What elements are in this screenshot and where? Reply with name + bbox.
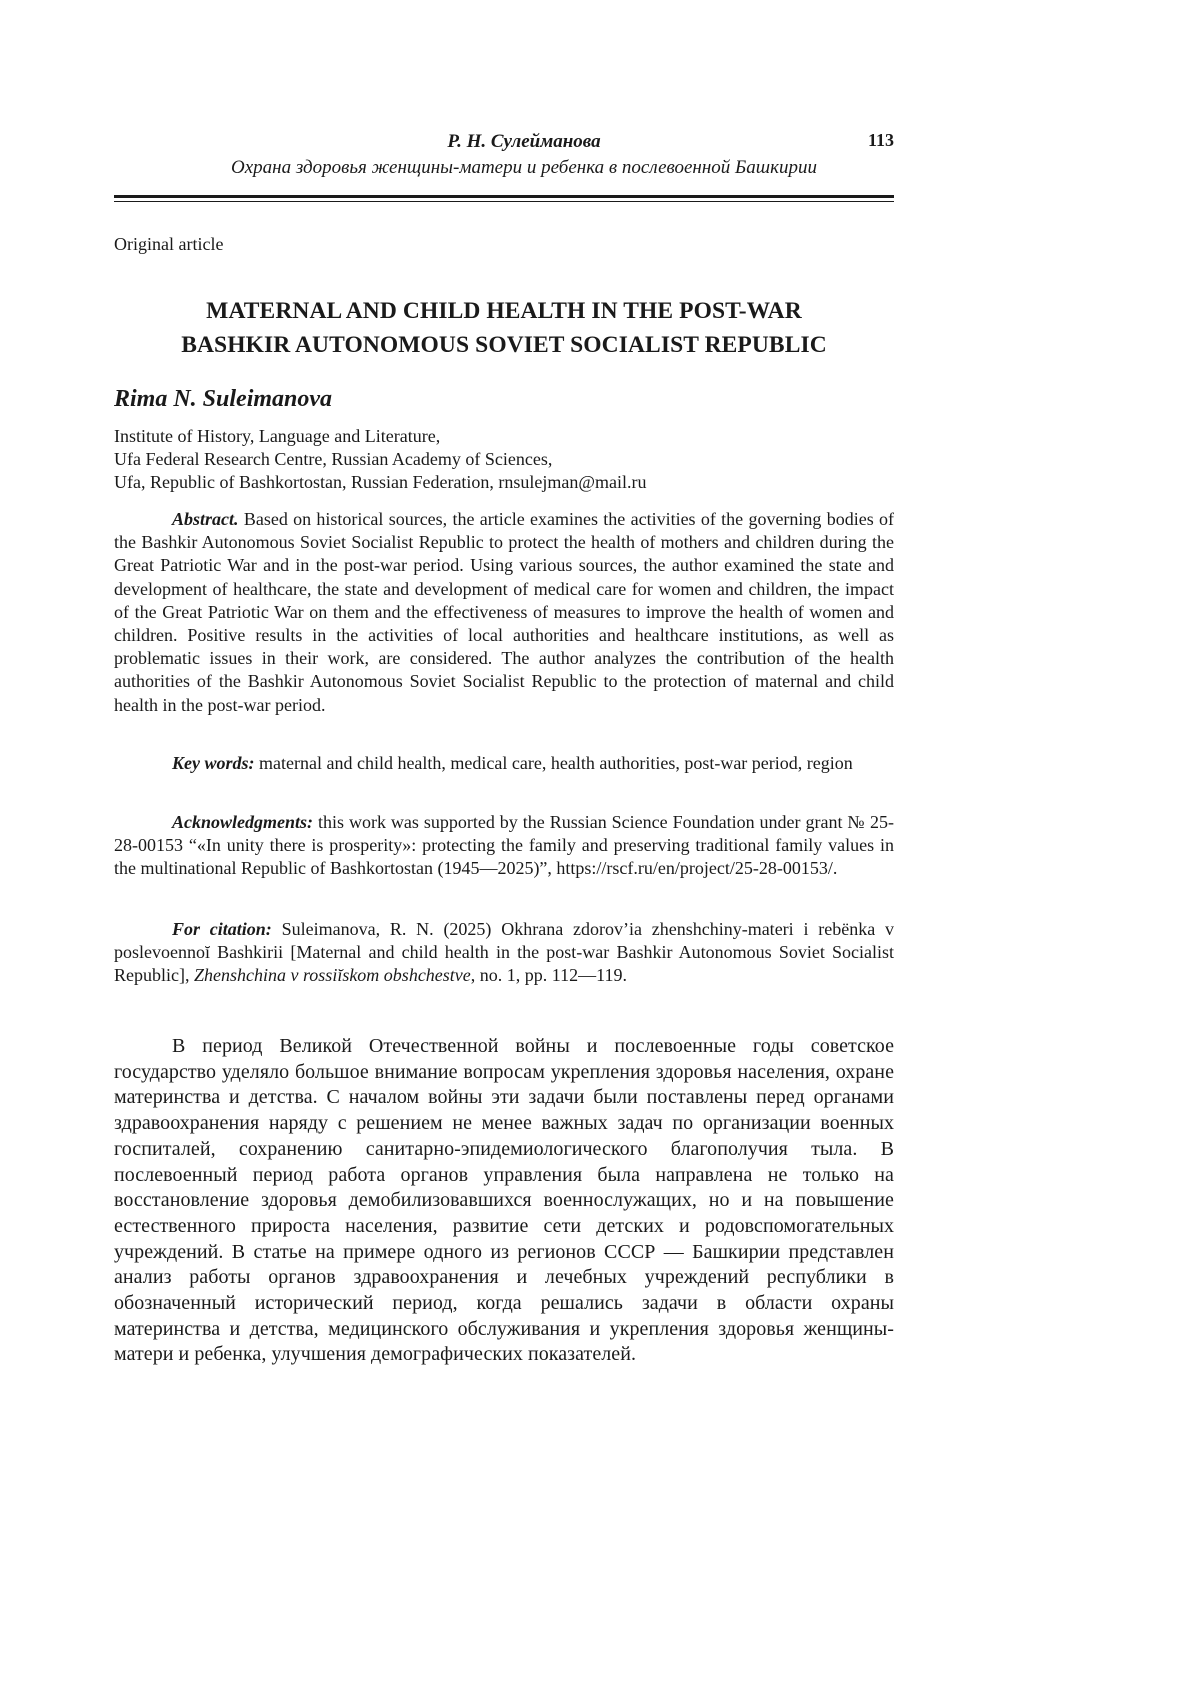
abstract-text: Based on historical sources, the article examines the activities of the governing bodies of the Bashkir Autonomous Soviet Socialist Republic to protect the health of mothers and children during the Great Patriotic War and in the post-war period. Using various sources, the author examined the state and development of healthcare, the state and development of medical care for women and children, the impact of the Great Patriotic War on them and the effectiveness of measures to improve the health of women and children. Positive results in the activities of local authorities and healthcare institutions, as well as problematic issues in their work, are considered. The author analyzes the contribution of the health authorities of the Bashkir Autonomous Soviet Socialist Republic to the protection of maternal and child health in the post-war period.	[114, 509, 895, 715]
page-number: 113	[867, 130, 894, 150]
citation	[114, 918, 894, 988]
article-type: Original article	[114, 234, 224, 254]
author-name: Rima N. Suleimanova	[114, 386, 333, 412]
citation-journal: Zhenshchina v rossiĭskom obshchestve	[193, 965, 471, 986]
abstract-label: Abstract.	[172, 509, 239, 529]
header-rule-thick	[114, 195, 894, 198]
abstract	[114, 508, 894, 717]
keywords	[114, 752, 894, 775]
keywords-label: Key words:	[172, 753, 255, 773]
article-title-line-2: BASHKIR AUTONOMOUS SOVIET SOCIALIST REPUBLIC	[181, 332, 827, 358]
acknowledgments	[114, 811, 894, 881]
acknowledgments-label: Acknowledgments:	[172, 812, 314, 832]
article-title-line-1: MATERNAL AND CHILD HEALTH IN THE POST-WAR	[206, 298, 802, 324]
citation-label: For citation:	[172, 919, 272, 939]
affiliation-line-3: Ufa, Republic of Bashkortostan, Russian Federation, rnsulejman@mail.ru	[114, 472, 647, 492]
running-header	[114, 130, 894, 180]
article-title	[114, 294, 894, 362]
body-paragraph: В период Великой Отечественной войны и послевоенные годы советское государство уделяло большое внимание вопросам укрепления здоровья населения, охране материнства и детства. С началом войны эти задачи были поставлены перед органами здравоохранения наряду с решением не менее важных задач по организации военных госпиталей, сохранению санитарно-эпидемиологического благополучия тыла. В послевоенный период работа органов управления была направлена не только на восстановление здоровья демобилизовавшихся военнослужащих, но и на повышение естественного прироста населения, развитие сети детских и родовспомогательных учреждений. В статье на примере одного из регионов СССР — Башкирии представлен анализ работы органов здравоохранения и лечебных учреждений республики в обозначенный исторический период, когда решались задачи в области охраны материнства и детства, медицинского обслуживания и укрепления здоровья женщины-матери и ребенка, улучшения демографических показателей.	[114, 1035, 894, 1366]
citation-text-after: , no. 1, pp. 112—119.	[470, 965, 627, 986]
acknowledgments-text: this work was supported by the Russian Science Foundation under grant № 25-28-00153 “«In unity there is prosperity»: protecting the family and preserving traditional family values in the multinational Republic of Bashkortostan (1945—2025)”, https://rscf.ru/en/project/25-28-00153/.	[114, 812, 895, 879]
page	[114, 0, 894, 1697]
running-header-author: Р. Н. Сулейманова	[447, 131, 601, 152]
affiliation-line-2: Ufa Federal Research Centre, Russian Academy of Sciences,	[114, 449, 553, 469]
keywords-text: maternal and child health, medical care, health authorities, post-war period, region	[259, 753, 853, 773]
citation-text: Suleimanova, R. N. (2025) Okhrana zdorov’ia zhenshchiny-materi i rebёnka v poslevoennoĭ Bashkirii [Maternal and child health in the post-war Bashkir Autonomous Soviet Socialist Republic],	[114, 919, 894, 986]
running-header-title: Охрана здоровья женщины-матери и ребенка в послевоенной Башкирии	[231, 157, 817, 178]
author-affiliation	[114, 425, 894, 494]
header-rule-thin	[114, 201, 894, 202]
affiliation-line-1: Institute of History, Language and Literature,	[114, 426, 441, 446]
